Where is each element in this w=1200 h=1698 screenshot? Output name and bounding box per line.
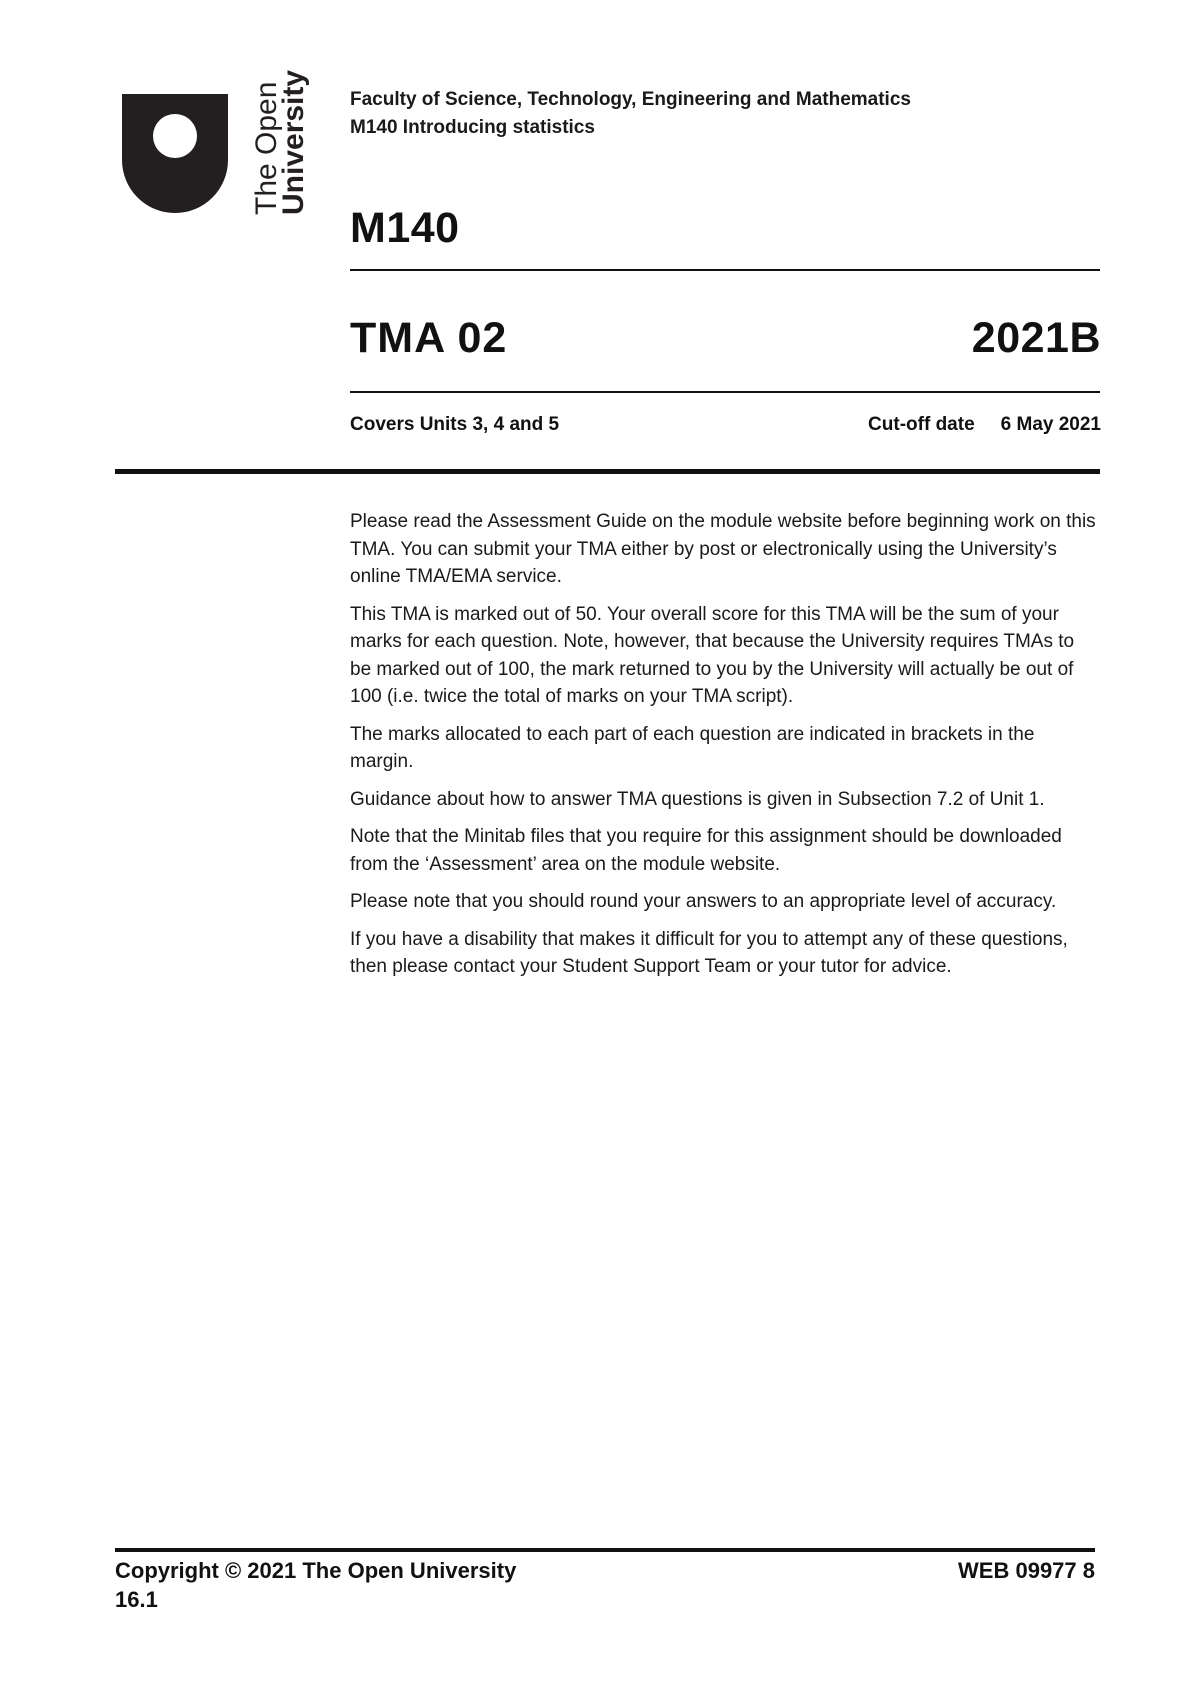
presentation-code: 2021B: [971, 314, 1101, 362]
open-university-shield-icon: [118, 69, 310, 218]
header-divider: [350, 269, 1100, 271]
section-divider: [115, 469, 1100, 474]
logo-text-university: University: [277, 69, 310, 215]
instruction-paragraph: Note that the Minitab files that you require for this assignment should be downloaded from the ‘Assessment’ area on the module website.: [350, 826, 1062, 875]
instruction-paragraph: Please read the Assessment Guide on the module website before beginning work on this TMA. You can submit your TMA either by post or electronically using the University’s online TMA/EMA service.: [350, 511, 1096, 587]
logo-text-the-open: The Open: [250, 81, 283, 215]
instruction-paragraph: If you have a disability that makes it difficult for you to attempt any of these questions, then please contact your Student Support Team or your tutor for advice.: [350, 928, 1068, 977]
covered-units: Covers Units 3, 4 and 5: [350, 414, 560, 435]
instruction-paragraph: The marks allocated to each part of each question are indicated in brackets in the margin.: [350, 723, 1035, 772]
footer-divider: [115, 1548, 1095, 1552]
assignment-title: TMA 02: [350, 314, 508, 362]
instruction-paragraph: Guidance about how to answer TMA questions is given in Subsection 7.2 of Unit 1.: [350, 788, 1045, 810]
faculty-name: Faculty of Science, Technology, Engineering and Mathematics: [350, 89, 911, 110]
cutoff-label: Cut-off date: [868, 414, 975, 435]
title-divider: [350, 391, 1100, 393]
module-title: M140 Introducing statistics: [350, 117, 595, 138]
instruction-paragraph: Please note that you should round your answers to an appropriate level of accuracy.: [350, 891, 1057, 912]
edition-number: 16.1: [115, 1587, 158, 1612]
module-code: M140: [350, 204, 460, 252]
copyright-notice: Copyright © 2021 The Open University: [115, 1558, 517, 1583]
instruction-paragraph: This TMA is marked out of 50. Your overall score for this TMA will be the sum of your marks for each question. Note, however, that because the University requires TMAs to be marked out of 100, the mark returned to you by the University will actually be out of 100 (i.e. twice the total of marks on your TMA script).: [350, 603, 1075, 707]
cutoff-date: 6 May 2021: [1000, 414, 1101, 435]
cutoff-info: [868, 412, 1101, 438]
open-university-logo: [118, 69, 310, 218]
module-header: [350, 86, 911, 142]
instructions: [350, 508, 1100, 991]
web-code: WEB 09977 8: [958, 1558, 1095, 1583]
